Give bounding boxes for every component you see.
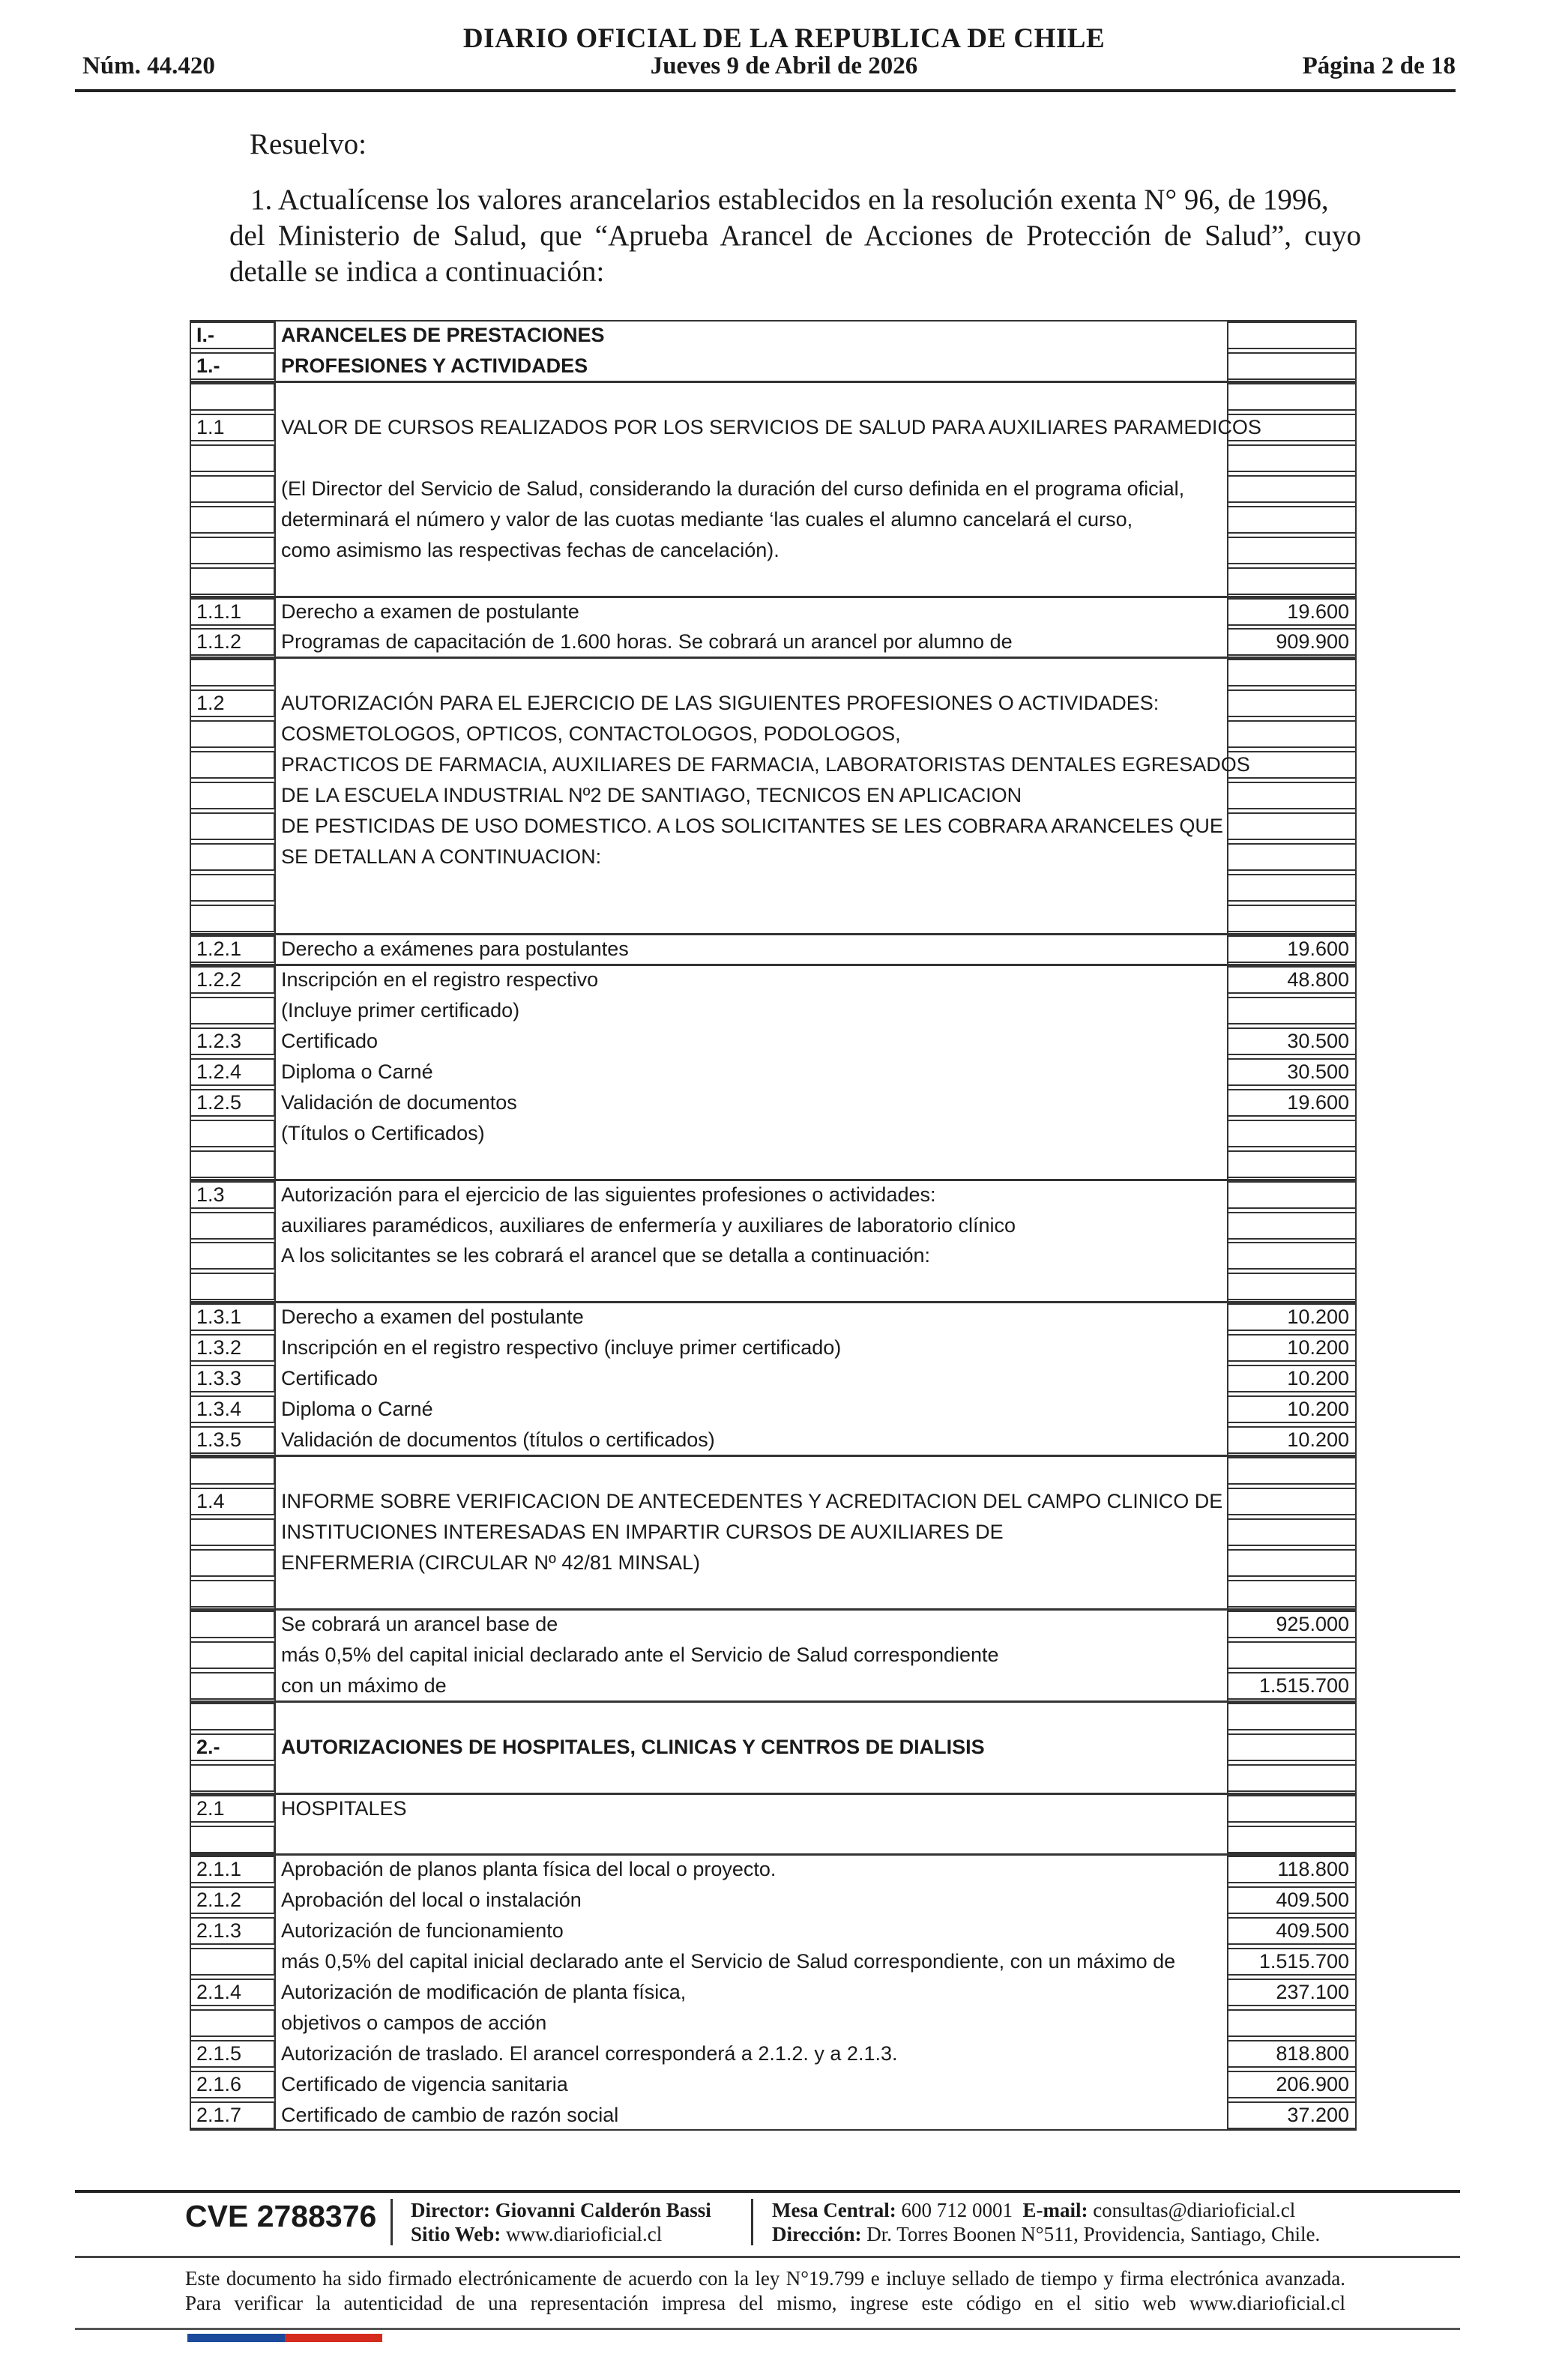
row-value: 409.500	[1276, 1919, 1349, 1942]
row-description: SE DETALLAN A CONTINUACION:	[281, 845, 602, 868]
row-description: Autorización para el ejercicio de las siguientes profesiones o actividades:	[281, 1183, 936, 1206]
row-description: AUTORIZACIONES DE HOSPITALES, CLINICAS Y CENTROS DE DIALISIS	[281, 1736, 985, 1758]
row-description: Derecho a examen de postulante	[281, 600, 579, 623]
table-code-cell	[190, 782, 275, 809]
site-link[interactable]: www.diarioficial.cl	[506, 2223, 663, 2245]
table-code-cell	[190, 997, 275, 1024]
row-description: Certificado de cambio de razón social	[281, 2104, 619, 2126]
intro-paragraph	[229, 182, 1361, 290]
table-value-cell	[1227, 843, 1357, 871]
row-value: 10.200	[1287, 1336, 1349, 1359]
issue-number: Núm. 44.420	[82, 52, 215, 79]
section-divider	[190, 381, 1357, 383]
row-description: Autorización de funcionamiento	[281, 1919, 564, 1942]
row-description: PRACTICOS DE FARMACIA, AUXILIARES DE FARMACIA, LABORATORISTAS DENTALES EGRESADOS	[281, 753, 1250, 776]
row-value: 118.800	[1277, 1858, 1349, 1880]
footer-separator-2	[751, 2199, 753, 2245]
row-description: Diploma o Carné	[281, 1398, 433, 1420]
table-code-cell	[190, 1242, 275, 1270]
row-description: (Incluye primer certificado)	[281, 999, 520, 1021]
row-code: 1.2	[196, 692, 225, 714]
row-description: ARANCELES DE PRESTACIONES	[281, 324, 605, 346]
row-description: AUTORIZACIÓN PARA EL EJERCICIO DE LAS SIGUIENTES PROFESIONES O ACTIVIDADES:	[281, 692, 1160, 714]
director-line	[411, 2198, 711, 2223]
row-description: con un máximo de	[281, 1674, 447, 1697]
table-value-cell	[1227, 322, 1357, 349]
publication-title: DIARIO OFICIAL DE LA REPUBLICA DE CHILE	[462, 23, 1106, 54]
row-code: 1.4	[196, 1490, 225, 1512]
table-value-cell	[1227, 1150, 1357, 1178]
row-description: Validación de documentos (títulos o certificados)	[281, 1428, 715, 1451]
row-code: 1.2.4	[196, 1060, 242, 1083]
footer-separator	[391, 2199, 393, 2245]
table-value-cell	[1227, 1273, 1357, 1300]
address-value: Dr. Torres Boonen N°511, Providencia, Santiago, Chile.	[866, 2223, 1321, 2245]
site-label: Sitio Web:	[411, 2223, 501, 2245]
table-code-cell	[190, 874, 275, 902]
director-label: Director:	[411, 2199, 490, 2221]
row-description: Inscripción en el registro respectivo	[281, 968, 599, 991]
row-code: 1.3.5	[196, 1428, 242, 1451]
table-value-cell	[1227, 874, 1357, 902]
row-value: 30.500	[1287, 1060, 1349, 1083]
table-value-cell	[1227, 1703, 1357, 1730]
address-label: Dirección:	[772, 2223, 862, 2245]
table-code-cell	[190, 1672, 275, 1700]
row-code: 1.2.1	[196, 938, 242, 960]
table-code-cell	[190, 812, 275, 840]
footer-divider	[75, 2190, 1460, 2193]
flag-stripe-red	[285, 2334, 382, 2342]
director-name: Giovanni Calderón Bassi	[495, 2199, 711, 2221]
table-value-cell	[1227, 720, 1357, 748]
table-value-cell	[1227, 689, 1357, 717]
table-value-cell	[1227, 1518, 1357, 1546]
row-value: 19.600	[1287, 938, 1349, 960]
row-code: 2.1	[196, 1797, 225, 1820]
row-description: INSTITUCIONES INTERESADAS EN IMPARTIR CURSOS DE AUXILIARES DE	[281, 1521, 1004, 1543]
row-code: 2.1.1	[196, 1858, 242, 1880]
table-code-cell	[190, 1120, 275, 1147]
row-code: 1.1.2	[196, 630, 242, 653]
table-code-cell	[190, 475, 275, 503]
table-code-cell	[190, 751, 275, 779]
row-value: 1.515.700	[1258, 1950, 1349, 1973]
table-value-cell	[1227, 1181, 1357, 1209]
email-link[interactable]: consultas@diarioficial.cl	[1093, 2199, 1296, 2221]
table-code-cell	[190, 1150, 275, 1178]
row-description: ENFERMERIA (CIRCULAR Nº 42/81 MINSAL)	[281, 1551, 700, 1574]
row-code: 2.1.3	[196, 1919, 242, 1942]
table-code-cell	[190, 383, 275, 411]
table-code-cell	[190, 2009, 275, 2037]
row-description: objetivos o campos de acción	[281, 2012, 547, 2034]
row-code: 1.3	[196, 1183, 225, 1206]
table-code-cell	[190, 1764, 275, 1792]
row-code: 1.2.5	[196, 1091, 242, 1114]
table-value-cell	[1227, 782, 1357, 809]
section-divider	[190, 657, 1357, 659]
table-code-cell	[190, 905, 275, 932]
table-value-cell	[1227, 1641, 1357, 1669]
row-code: 1.3.4	[196, 1398, 242, 1420]
row-code: 1.1	[196, 416, 225, 438]
table-code-cell	[190, 567, 275, 595]
row-value: 409.500	[1276, 1889, 1349, 1911]
row-value: 10.200	[1287, 1398, 1349, 1420]
row-value: 909.900	[1276, 630, 1349, 653]
row-description: Certificado	[281, 1367, 379, 1389]
row-code: 2.1.7	[196, 2104, 242, 2126]
row-description: INFORME SOBRE VERIFICACION DE ANTECEDENTES Y ACREDITACION DEL CAMPO CLINICO DE	[281, 1490, 1223, 1512]
row-description: Derecho a exámenes para postulantes	[281, 938, 629, 960]
table-code-cell	[190, 1518, 275, 1546]
table-code-cell	[190, 537, 275, 564]
signature-notice: Este documento ha sido firmado electrónicamente de acuerdo con la ley N°19.799 e incluye sellado de tiempo y firma electrónica avanzada. Para verificar la autenticidad de una representación impresa del mismo, ingrese este código en el sitio web www.diarioficial.cl	[185, 2267, 1345, 2314]
row-description: determinará el número y valor de las cuotas mediante ‘las cuales el alumno cancelará el curso,	[281, 508, 1133, 531]
mesa-label: Mesa Central:	[772, 2199, 896, 2221]
table-value-cell	[1227, 1733, 1357, 1761]
row-description: como asimismo las respectivas fechas de cancelación).	[281, 539, 780, 561]
table-value-cell	[1227, 475, 1357, 503]
row-code: 2.1.5	[196, 2042, 242, 2065]
row-description: Se cobrará un arancel base de	[281, 1613, 558, 1635]
row-description: DE PESTICIDAS DE USO DOMESTICO. A LOS SOLICITANTES SE LES COBRARA ARANCELES QUE	[281, 815, 1223, 837]
flag-stripe-blue	[187, 2334, 285, 2342]
row-description: DE LA ESCUELA INDUSTRIAL Nº2 DE SANTIAGO, TECNICOS EN APLICACION	[281, 784, 1022, 806]
row-description: Aprobación del local o instalación	[281, 1889, 582, 1911]
row-description: Autorización de traslado. El arancel corresponderá a 2.1.2. y a 2.1.3.	[281, 2042, 898, 2065]
table-code-cell	[190, 720, 275, 748]
row-code: 1.3.2	[196, 1336, 242, 1359]
row-value: 48.800	[1287, 968, 1349, 991]
row-code: 1.2.2	[196, 968, 242, 991]
footer-divider-3	[75, 2328, 1460, 2330]
page-number: Página 2 de 18	[1302, 52, 1456, 79]
row-code: 2.1.4	[196, 1981, 242, 2003]
row-description: Certificado	[281, 1030, 379, 1052]
address-line	[772, 2222, 1320, 2247]
row-value: 818.800	[1276, 2042, 1349, 2065]
table-value-cell	[1227, 1457, 1357, 1485]
table-value-cell	[1227, 1242, 1357, 1270]
row-description: VALOR DE CURSOS REALIZADOS POR LOS SERVICIOS DE SALUD PARA AUXILIARES PARAMEDICOS	[281, 416, 1261, 438]
section-divider	[190, 1455, 1357, 1457]
table-value-cell	[1227, 997, 1357, 1024]
table-value-cell	[1227, 444, 1357, 472]
table-code-cell	[190, 1273, 275, 1300]
publication-date: Jueves 9 de Abril de 2026	[650, 52, 918, 79]
row-description: Derecho a examen del postulante	[281, 1306, 584, 1328]
row-value: 1.515.700	[1258, 1674, 1349, 1697]
table-code-cell	[190, 1549, 275, 1577]
footer-divider-2	[75, 2256, 1460, 2258]
row-description: PROFESIONES Y ACTIVIDADES	[281, 354, 588, 377]
row-code: I.-	[196, 324, 214, 346]
table-code-cell	[190, 1703, 275, 1730]
resuelvo-heading: Resuelvo:	[250, 128, 367, 160]
row-description: Autorización de modificación de planta física,	[281, 1981, 687, 2003]
row-value: 925.000	[1276, 1613, 1349, 1635]
row-value: 30.500	[1287, 1030, 1349, 1052]
table-value-cell	[1227, 537, 1357, 564]
table-value-cell	[1227, 1212, 1357, 1240]
mesa-phone: 600 712 0001	[901, 2199, 1013, 2221]
table-value-cell	[1227, 567, 1357, 595]
table-value-cell	[1227, 1549, 1357, 1577]
row-value: 10.200	[1287, 1306, 1349, 1328]
row-description: más 0,5% del capital inicial declarado ante el Servicio de Salud correspondiente, con un máximo de	[281, 1950, 1176, 1973]
row-value: 19.600	[1287, 600, 1349, 623]
row-description: más 0,5% del capital inicial declarado ante el Servicio de Salud correspondiente	[281, 1644, 999, 1666]
row-description: A los solicitantes se les cobrará el arancel que se detalla a continuación:	[281, 1244, 931, 1267]
table-code-cell	[190, 1826, 275, 1853]
row-value: 37.200	[1287, 2104, 1349, 2126]
row-code: 1.-	[196, 354, 220, 377]
table-value-cell	[1227, 1580, 1357, 1608]
intro-line-rest: del Ministerio de Salud, que “Aprueba Arancel de Acciones de Protección de Salud”, cuyo detalle se indica a continuación:	[229, 220, 1361, 288]
row-description: auxiliares paramédicos, auxiliares de enfermería y auxiliares de laboratorio clínico	[281, 1214, 1016, 1237]
row-value: 10.200	[1287, 1367, 1349, 1389]
section-divider	[190, 1700, 1357, 1703]
intro-line-1: 1. Actualícense los valores arancelarios establecidos en la resolución exenta N° 96, de 1996,	[250, 184, 1329, 216]
row-value: 19.600	[1287, 1091, 1349, 1114]
table-value-cell	[1227, 2009, 1357, 2037]
table-value-cell	[1227, 812, 1357, 840]
row-value: 10.200	[1287, 1428, 1349, 1451]
row-code: 1.1.1	[196, 600, 242, 623]
table-code-cell	[190, 1580, 275, 1608]
row-code: 1.3.1	[196, 1306, 242, 1328]
row-description: Aprobación de planos planta física del local o proyecto.	[281, 1858, 777, 1880]
row-description: COSMETOLOGOS, OPTICOS, CONTACTOLOGOS, PODOLOGOS,	[281, 722, 901, 745]
row-value: 237.100	[1276, 1981, 1349, 2003]
row-description: HOSPITALES	[281, 1797, 407, 1820]
table-value-cell	[1227, 1120, 1357, 1147]
row-code: 1.2.3	[196, 1030, 242, 1052]
table-value-cell	[1227, 1488, 1357, 1515]
contact-line	[772, 2198, 1295, 2223]
email-label: E-mail:	[1022, 2199, 1088, 2221]
table-code-cell	[190, 1212, 275, 1240]
table-code-cell	[190, 444, 275, 472]
site-line	[411, 2222, 662, 2247]
table-value-cell	[1227, 659, 1357, 686]
row-description: Diploma o Carné	[281, 1060, 433, 1083]
table-code-cell	[190, 659, 275, 686]
table-value-cell	[1227, 506, 1357, 534]
table-code-cell	[190, 1457, 275, 1485]
cve-code: CVE 2788376	[185, 2199, 377, 2233]
row-code: 2.-	[196, 1736, 220, 1758]
table-code-cell	[190, 843, 275, 871]
row-description: Inscripción en el registro respectivo (incluye primer certificado)	[281, 1336, 842, 1359]
row-description: (Títulos o Certificados)	[281, 1122, 485, 1144]
row-value: 206.900	[1276, 2073, 1349, 2095]
row-description: Certificado de vigencia sanitaria	[281, 2073, 568, 2095]
table-value-cell	[1227, 383, 1357, 411]
table-value-cell	[1227, 1795, 1357, 1823]
row-description: Programas de capacitación de 1.600 horas. Se cobrará un arancel por alumno de	[281, 630, 1013, 653]
table-code-cell	[190, 1611, 275, 1638]
row-code: 2.1.6	[196, 2073, 242, 2095]
header-divider	[75, 89, 1456, 92]
table-code-cell	[190, 1641, 275, 1669]
table-value-cell	[1227, 352, 1357, 380]
table-value-cell	[1227, 1826, 1357, 1853]
table-value-cell	[1227, 1764, 1357, 1792]
table-value-cell	[1227, 905, 1357, 932]
table-code-cell	[190, 1948, 275, 1976]
row-description: Validación de documentos	[281, 1091, 517, 1114]
row-code: 2.1.2	[196, 1889, 242, 1911]
row-description: (El Director del Servicio de Salud, considerando la duración del curso definida en el programa oficial,	[281, 477, 1185, 500]
table-code-cell	[190, 506, 275, 534]
row-code: 1.3.3	[196, 1367, 242, 1389]
